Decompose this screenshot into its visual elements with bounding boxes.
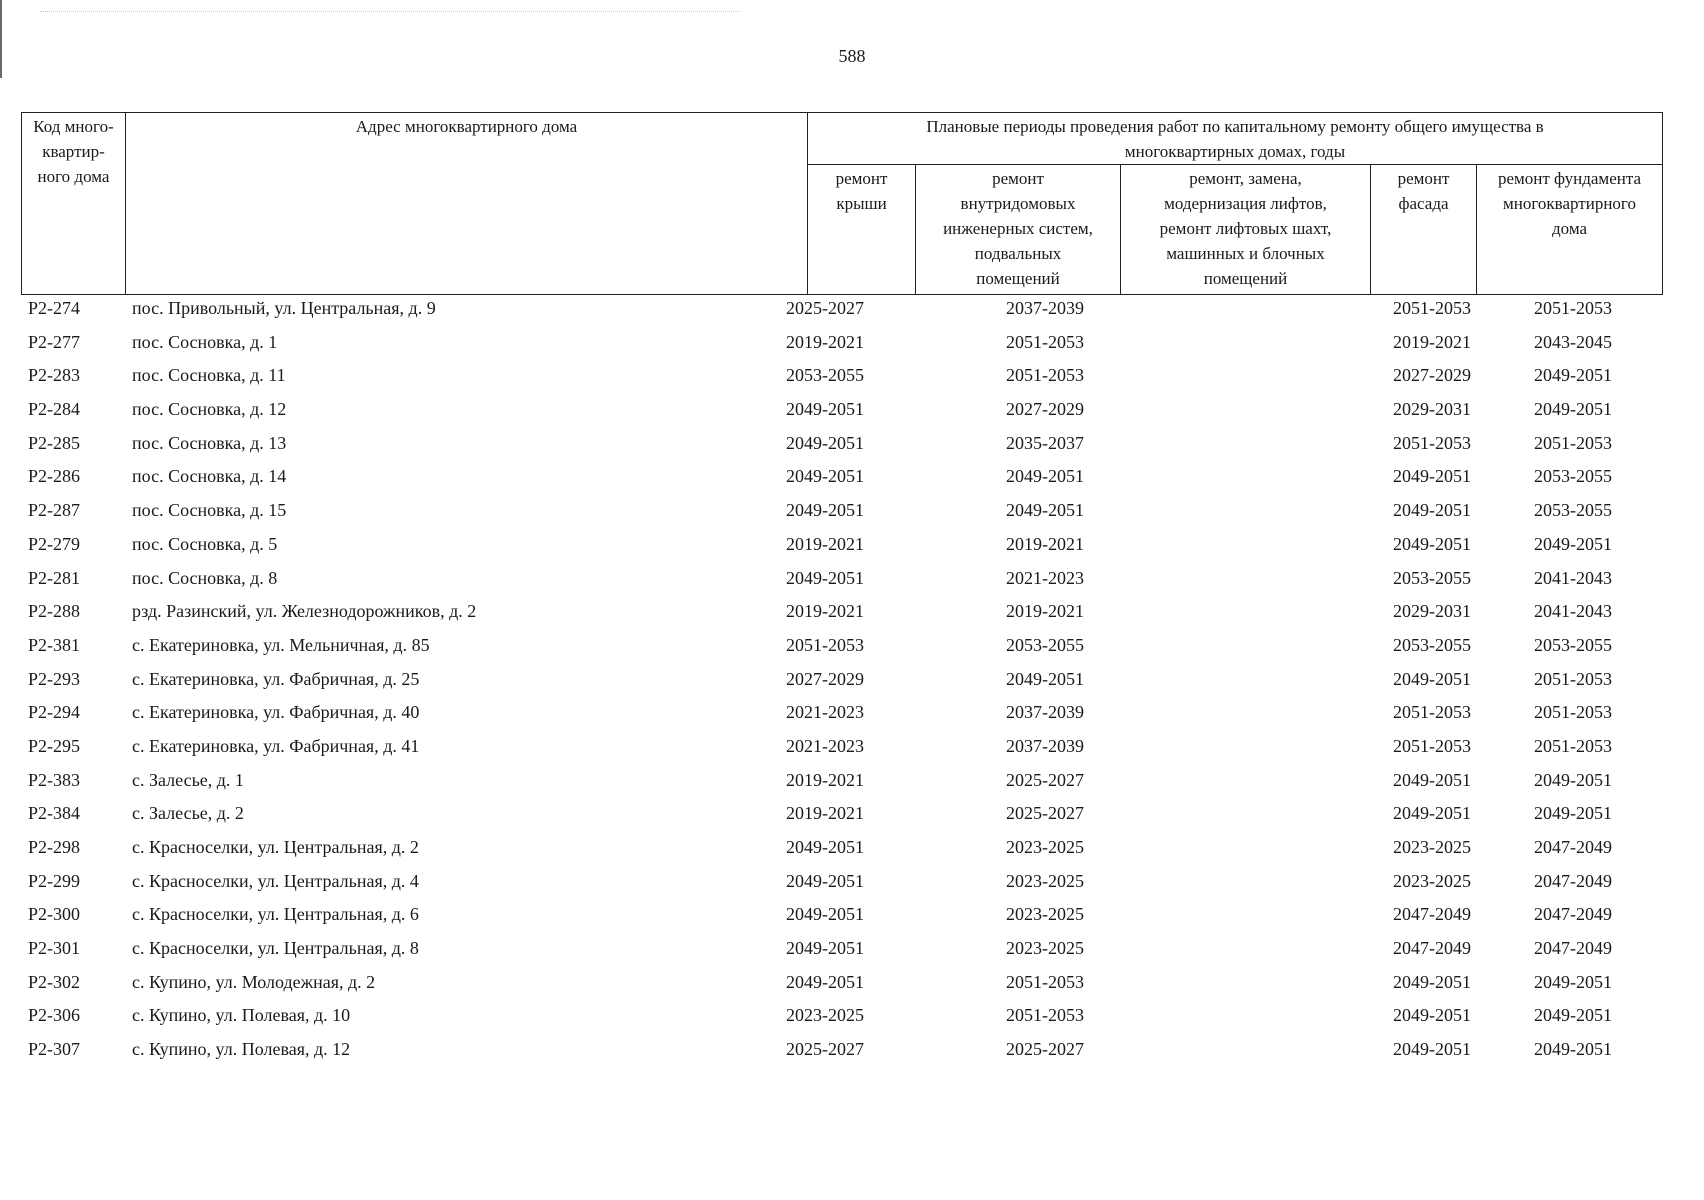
cell-facade-text: 2023-2025: [1393, 837, 1471, 857]
cell-roof-text: 2049-2051: [786, 466, 864, 487]
table-row: [21, 831, 1662, 865]
cell-address: с. Екатериновка, ул. Мельничная, д. 85: [132, 634, 430, 655]
cell-address: с. Красноселки, ул. Центральная, д. 2: [132, 837, 419, 857]
cell-address: с. Купино, ул. Полевая, д. 12: [132, 1039, 351, 1060]
cell-roof-text: 2053-2055: [786, 365, 864, 386]
cell-systems-text: 2025-2027: [1006, 803, 1084, 824]
cell-code: Р2-288: [28, 601, 81, 622]
cell-code: Р2-384: [28, 803, 81, 824]
header-code: Код много- квартир- ного дома: [22, 113, 126, 295]
cell-systems-text: 2021-2023: [1006, 567, 1084, 588]
cell-foundation-text: 2053-2055: [1534, 466, 1612, 487]
page-number: 588: [838, 46, 866, 66]
cell-code: Р2-294: [28, 702, 81, 723]
cell-code: Р2-293: [28, 668, 81, 689]
header-foundation: ремонт фундамента многоквартирного дома: [1477, 165, 1663, 295]
table-row: [21, 764, 1662, 798]
cell-address: пос. Сосновка, д. 14: [132, 466, 287, 487]
cell-foundation-text: 2047-2049: [1534, 938, 1612, 959]
cell-code: Р2-284: [28, 399, 81, 420]
cell-foundation-text: 2041-2043: [1534, 601, 1612, 622]
cell-facade-text: 2047-2049: [1393, 904, 1471, 925]
header-lifts: ремонт, замена, модернизация лифтов, ремонт лифтовых шахт, машинных и блочных помещений: [1121, 165, 1371, 295]
cell-facade-text: 2049-2051: [1393, 533, 1471, 554]
table-header: [21, 112, 1663, 295]
cell-address: пос. Сосновка, д. 15: [132, 500, 287, 521]
cell-address: пос. Сосновка, д. 5: [132, 533, 278, 554]
cell-facade-text: 2049-2051: [1393, 769, 1471, 790]
header-roof: ремонт крыши: [808, 165, 916, 295]
cell-address: с. Купино, ул. Молодежная, д. 2: [132, 971, 376, 992]
cell-address: пос. Сосновка, д. 13: [132, 432, 287, 453]
cell-roof-text: 2049-2051: [786, 904, 864, 925]
cell-systems-text: 2019-2021: [1006, 601, 1084, 622]
cell-roof-text: 2051-2053: [786, 634, 864, 655]
cell-systems-text: 2049-2051: [1006, 500, 1084, 521]
cell-foundation-text: 2049-2051: [1534, 365, 1612, 386]
cell-roof-text: 2049-2051: [786, 567, 864, 588]
cell-systems-text: 2049-2051: [1006, 466, 1084, 487]
cell-code: Р2-307: [28, 1039, 81, 1060]
table-row: [21, 292, 1662, 326]
cell-facade-text: 2051-2053: [1393, 298, 1471, 318]
cell-address: с. Купино, ул. Полевая, д. 10: [132, 1005, 351, 1026]
cell-systems-text: 2019-2021: [1006, 533, 1084, 554]
cell-systems-text: 2025-2027: [1006, 1039, 1084, 1060]
header-address: Адрес многоквартирного дома: [126, 113, 808, 295]
cell-foundation-text: 2049-2051: [1534, 399, 1612, 420]
cell-code: Р2-287: [28, 500, 81, 521]
cell-systems-text: 2035-2037: [1006, 432, 1084, 453]
cell-foundation-text: 2047-2049: [1534, 904, 1612, 925]
cell-address: с. Залесье, д. 2: [132, 803, 244, 824]
cell-roof-text: 2027-2029: [786, 668, 864, 689]
table-row: [21, 494, 1662, 528]
cell-code: Р2-281: [28, 567, 81, 588]
cell-roof-text: 2019-2021: [786, 803, 864, 824]
cell-foundation-text: 2043-2045: [1534, 331, 1612, 352]
cell-address: с. Екатериновка, ул. Фабричная, д. 41: [132, 735, 420, 756]
cell-foundation-text: 2053-2055: [1534, 500, 1612, 521]
cell-foundation-text: 2049-2051: [1534, 1005, 1612, 1026]
cell-roof-text: 2019-2021: [786, 769, 864, 790]
cell-address: с. Красноселки, ул. Центральная, д. 4: [132, 870, 419, 891]
cell-systems-text: 2053-2055: [1006, 634, 1084, 655]
table-row: [21, 696, 1662, 730]
cell-address: с. Красноселки, ул. Центральная, д. 6: [132, 904, 419, 925]
cell-facade-text: 2049-2051: [1393, 466, 1471, 487]
cell-roof-text: 2049-2051: [786, 432, 864, 453]
cell-foundation-text: 2049-2051: [1534, 769, 1612, 790]
cell-foundation-text: 2049-2051: [1534, 1039, 1612, 1060]
header-planned-periods: Плановые периоды проведения работ по капитальному ремонту общего имущества в многоквартирных домах, годы: [808, 113, 1663, 165]
cell-code: Р2-279: [28, 533, 81, 554]
cell-roof-text: 2019-2021: [786, 331, 864, 352]
cell-systems-text: 2051-2053: [1006, 1005, 1084, 1026]
cell-code: Р2-277: [28, 331, 81, 352]
cell-systems-text: 2023-2025: [1006, 938, 1084, 959]
cell-foundation-text: 2047-2049: [1534, 837, 1612, 857]
cell-systems-text: 2025-2027: [1006, 769, 1084, 790]
cell-systems-text: 2037-2039: [1006, 702, 1084, 723]
cell-facade-text: 2023-2025: [1393, 870, 1471, 891]
table-row: [21, 1033, 1662, 1067]
table-row: [21, 999, 1662, 1033]
header-facade: ремонт фасада: [1371, 165, 1477, 295]
cell-systems-text: 2051-2053: [1006, 971, 1084, 992]
cell-facade-text: 2049-2051: [1393, 668, 1471, 689]
cell-foundation-text: 2053-2055: [1534, 634, 1612, 655]
table-row: [21, 460, 1662, 494]
cell-foundation-text: 2047-2049: [1534, 870, 1612, 891]
cell-foundation-text: 2051-2053: [1534, 298, 1612, 318]
cell-systems-text: 2049-2051: [1006, 668, 1084, 689]
cell-facade-text: 2029-2031: [1393, 399, 1471, 420]
scan-noise-line: [40, 11, 740, 13]
table-row: [21, 797, 1662, 831]
cell-code: Р2-274: [28, 298, 81, 318]
header-systems: ремонт внутридомовых инженерных систем, подвальных помещений: [916, 165, 1121, 295]
cell-roof-text: 2025-2027: [786, 298, 864, 318]
table-row: [21, 663, 1662, 697]
cell-code: Р2-295: [28, 735, 81, 756]
cell-code: Р2-301: [28, 938, 81, 959]
cell-address: с. Красноселки, ул. Центральная, д. 8: [132, 938, 419, 959]
cell-foundation-text: 2049-2051: [1534, 971, 1612, 992]
table-row: [21, 326, 1662, 360]
cell-roof-text: 2023-2025: [786, 1005, 864, 1026]
cell-systems-text: 2027-2029: [1006, 399, 1084, 420]
cell-foundation-text: 2041-2043: [1534, 567, 1612, 588]
cell-roof-text: 2021-2023: [786, 702, 864, 723]
cell-code: Р2-383: [28, 769, 81, 790]
cell-address: с. Залесье, д. 1: [132, 769, 244, 790]
cell-address: пос. Сосновка, д. 8: [132, 567, 278, 588]
cell-code: Р2-285: [28, 432, 81, 453]
cell-facade-text: 2053-2055: [1393, 634, 1471, 655]
cell-code: Р2-283: [28, 365, 81, 386]
cell-code: Р2-302: [28, 971, 81, 992]
table-row: [21, 562, 1662, 596]
cell-address: с. Екатериновка, ул. Фабричная, д. 25: [132, 668, 420, 689]
cell-systems-text: 2023-2025: [1006, 837, 1084, 857]
cell-facade-text: 2049-2051: [1393, 971, 1471, 992]
table-row: [21, 427, 1662, 461]
table-row: [21, 966, 1662, 1000]
table-row: [21, 629, 1662, 663]
cell-systems-text: 2037-2039: [1006, 298, 1084, 318]
table-row: [21, 595, 1662, 629]
cell-systems-text: 2023-2025: [1006, 870, 1084, 891]
cell-facade-text: 2047-2049: [1393, 938, 1471, 959]
table-row: [21, 865, 1662, 899]
table-row: [21, 932, 1662, 966]
cell-foundation-text: 2051-2053: [1534, 735, 1612, 756]
cell-code: Р2-286: [28, 466, 81, 487]
cell-roof-text: 2049-2051: [786, 399, 864, 420]
cell-facade-text: 2049-2051: [1393, 500, 1471, 521]
cell-foundation-text: 2049-2051: [1534, 803, 1612, 824]
cell-roof-text: 2021-2023: [786, 735, 864, 756]
cell-code: Р2-381: [28, 634, 81, 655]
cell-roof-text: 2049-2051: [786, 971, 864, 992]
table-row: [21, 393, 1662, 427]
cell-systems-text: 2051-2053: [1006, 331, 1084, 352]
cell-address: пос. Сосновка, д. 11: [132, 365, 286, 386]
cell-facade-text: 2029-2031: [1393, 601, 1471, 622]
cell-foundation-text: 2049-2051: [1534, 533, 1612, 554]
cell-roof-text: 2049-2051: [786, 837, 864, 857]
cell-code: Р2-298: [28, 837, 81, 857]
cell-facade-text: 2053-2055: [1393, 567, 1471, 588]
cell-address: пос. Сосновка, д. 12: [132, 399, 287, 420]
cell-code: Р2-300: [28, 904, 81, 925]
cell-roof-text: 2019-2021: [786, 601, 864, 622]
cell-code: Р2-299: [28, 870, 81, 891]
cell-address: с. Екатериновка, ул. Фабричная, д. 40: [132, 702, 420, 723]
table-body: [21, 292, 1662, 1067]
cell-roof-text: 2049-2051: [786, 938, 864, 959]
cell-systems-text: 2037-2039: [1006, 735, 1084, 756]
cell-foundation-text: 2051-2053: [1534, 668, 1612, 689]
cell-roof-text: 2019-2021: [786, 533, 864, 554]
cell-facade-text: 2019-2021: [1393, 331, 1471, 352]
cell-roof-text: 2049-2051: [786, 870, 864, 891]
cell-foundation-text: 2051-2053: [1534, 702, 1612, 723]
cell-foundation-text: 2051-2053: [1534, 432, 1612, 453]
cell-code: Р2-306: [28, 1005, 81, 1026]
cell-facade-text: 2027-2029: [1393, 365, 1471, 386]
cell-roof-text: 2025-2027: [786, 1039, 864, 1060]
cell-systems-text: 2023-2025: [1006, 904, 1084, 925]
cell-facade-text: 2049-2051: [1393, 1039, 1471, 1060]
table-row: [21, 528, 1662, 562]
cell-facade-text: 2049-2051: [1393, 803, 1471, 824]
cell-roof-text: 2049-2051: [786, 500, 864, 521]
cell-address: пос. Привольный, ул. Центральная, д. 9: [132, 298, 436, 318]
table-row: [21, 730, 1662, 764]
cell-systems-text: 2051-2053: [1006, 365, 1084, 386]
cell-facade-text: 2051-2053: [1393, 702, 1471, 723]
table-row: [21, 359, 1662, 393]
cell-address: пос. Сосновка, д. 1: [132, 331, 278, 352]
cell-facade-text: 2051-2053: [1393, 432, 1471, 453]
table-row: [21, 898, 1662, 932]
cell-address: рзд. Разинский, ул. Железнодорожников, д. 2: [132, 601, 477, 622]
cell-facade-text: 2049-2051: [1393, 1005, 1471, 1026]
cell-facade-text: 2051-2053: [1393, 735, 1471, 756]
